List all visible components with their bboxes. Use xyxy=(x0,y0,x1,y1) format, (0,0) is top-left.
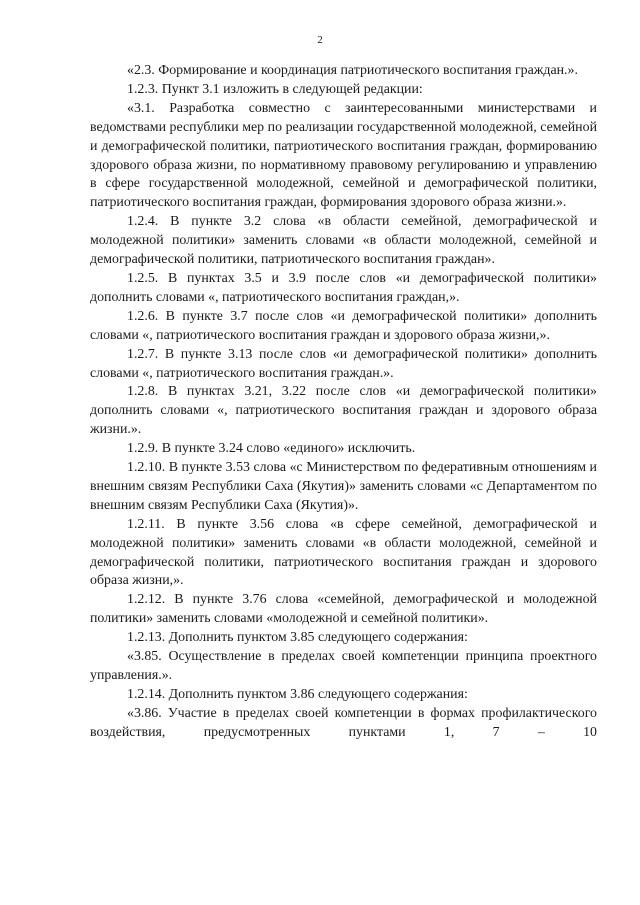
paragraph: 1.2.3. Пункт 3.1 изложить в следующей редакции: xyxy=(127,81,423,97)
paragraph: 1.2.9. В пункте 3.24 слово «единого» исключить. xyxy=(127,441,416,457)
paragraph: 1.2.6. В пункте 3.7 после слов «и демографической политики» дополнить словами «, патриотического воспитания граждан и здорового образа жизни,». xyxy=(90,308,597,343)
paragraph: «3.85. Осуществление в пределах своей компетенции принципа проектного управления.». xyxy=(90,649,597,683)
paragraph: 1.2.12. В пункте 3.76 слова «семейной, демографической и молодежной политики» заменить словами «молодежной и семейной политики». xyxy=(90,592,597,627)
paragraph: 1.2.13. Дополнить пунктом 3.85 следующего содержания: xyxy=(127,630,468,646)
paragraph: 1.2.11. В пункте 3.56 слова «в сфере семейной, демографической и молодежной политики» заменить словами «в области молодежной, семейной и демографической политики, патриотического воспитания граждан и здорового образа жизни,». xyxy=(90,516,597,589)
document-body xyxy=(90,62,597,743)
paragraph: 1.2.4. В пункте 3.2 слова «в области семейной, демографической и молодежной политики» заменить словами «в области молодежной, семейной и демографической политики, патриотического воспитания граждан». xyxy=(90,214,597,268)
paragraph: 1.2.8. В пунктах 3.21, 3.22 после слов «и демографической политики» дополнить словами «, патриотического воспитания граждан и здорового образа жизни.». xyxy=(90,384,597,438)
paragraph: «3.86. Участие в пределах своей компетенции в формах профилактического воздействия, предусмотренных пунктами 1, 7 – 10 xyxy=(90,705,597,740)
paragraph: 1.2.14. Дополнить пунктом 3.86 следующего содержания: xyxy=(127,686,468,702)
paragraph: «2.3. Формирование и координация патриотического воспитания граждан.». xyxy=(127,63,578,78)
paragraph: 1.2.7. В пункте 3.13 после слов «и демографической политики» дополнить словами «, патриотического воспитания граждан.». xyxy=(90,346,597,381)
paragraph: «3.1. Разработка совместно с заинтересованными министерствами и ведомствами республики мер по реализации государственной молодежной, семейной и демографической политики, патриотического воспитания граждан, формированию здорового образа жизни, по нормативному правовому регулированию и управлению в сфере государственной молодежной, семейной и демографической политики, патриотического воспитания граждан, формирования здорового образа жизни.». xyxy=(90,100,597,211)
paragraph: 1.2.5. В пунктах 3.5 и 3.9 после слов «и демографической политики» дополнить словами «, патриотического воспитания граждан,». xyxy=(90,270,597,305)
page-number: 2 xyxy=(317,34,323,46)
paragraph: 1.2.10. В пункте 3.53 слова «с Министерством по федеративным отношениям и внешним связям Республики Саха (Якутия)» заменить словами «с Департаментом по внешним связям Республики Саха (Якутия)». xyxy=(90,460,597,513)
